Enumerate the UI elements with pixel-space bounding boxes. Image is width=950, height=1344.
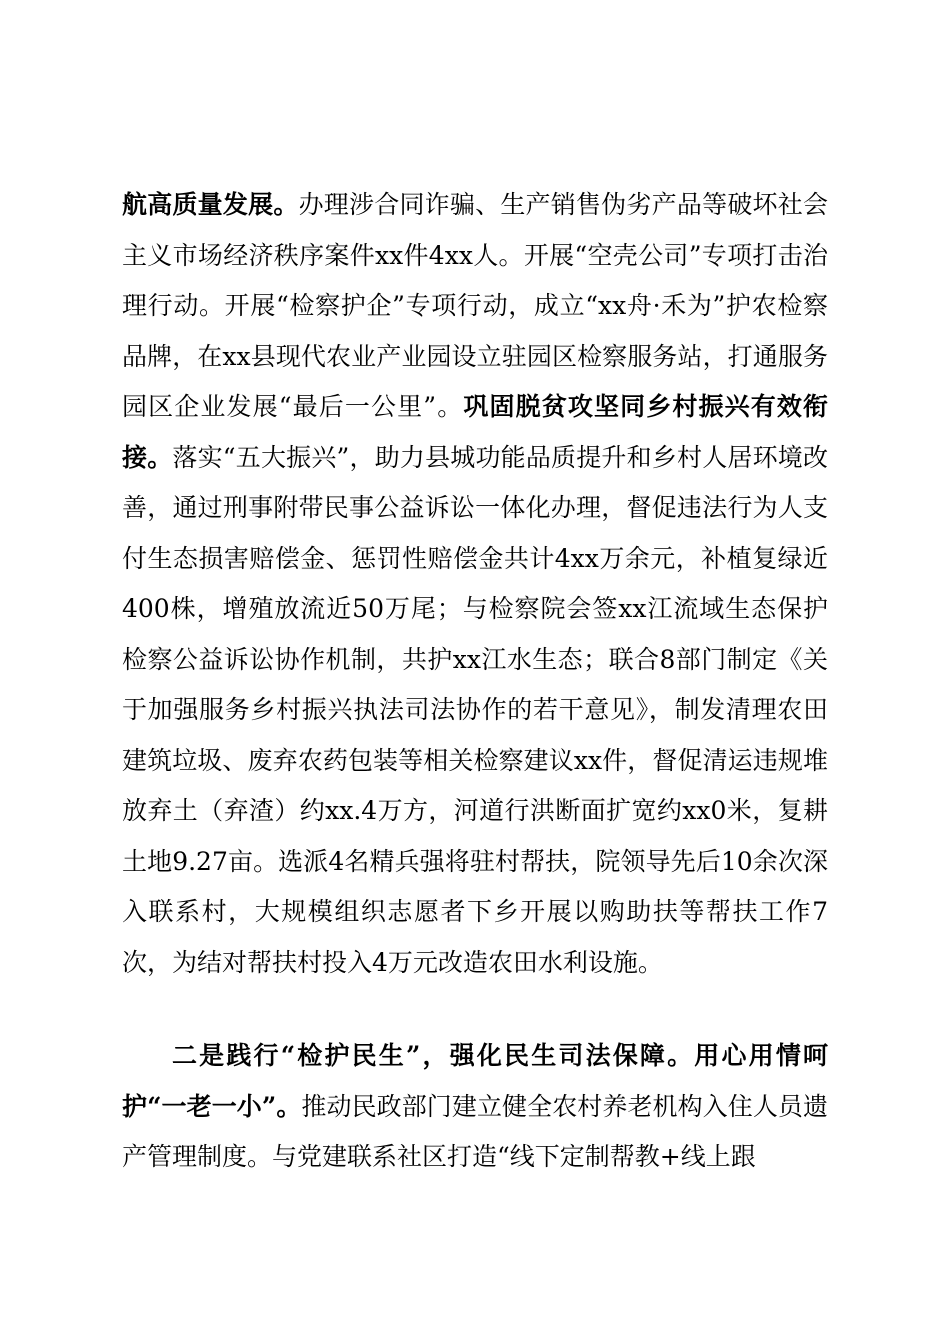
paragraph-text: 落实“五大振兴”，助力县城功能品质提升和乡村人居环境改善，通过刑事附带民事公益诉讼一体化办理，督促违法行为人支付生态损害赔偿金、惩罚性赔偿金共计4xx万余元，补植复绿近400株，增殖放流近50万尾；与检察院会签xx江流域生态保护检察公益诉讼协作机制，共护xx江水生态；联合8部门制定《关于加强服务乡村振兴执法司法协作的若干意见》，制发清理农田建筑垃圾、废弃农药包装等相关检察建议xx件，督促清运违规堆放弃土（弃渣）约xx.4万方，河道行洪断面扩宽约xx0米，复耕土地9.27亩。选派4名精兵强将驻村帮扶，院领导先后10余次深入联系村，大规模组织志愿者下乡开展以购助扶等帮扶工作7次，为结对帮扶村投入4万元改造农田水利设施。 bbox=[122, 442, 828, 977]
body-paragraph-2 bbox=[122, 1031, 828, 1183]
bold-heading-poverty-rural-revitalization: 巩固脱贫攻坚同乡村振兴有效衔接。 bbox=[122, 392, 828, 472]
paragraph-text: 办理涉合同诈骗、生产销售伪劣产品等破坏社会主义市场经济秩序案件xx件4xx人。开展“空壳公司”专项打击治理行动。开展“检察护企”专项行动，成立“xx舟·禾为”护农检察品牌，在xx县现代农业产业园设立驻园区检察服务站，打通服务园区企业发展“最后一公里”。 bbox=[122, 190, 828, 421]
bold-heading-high-quality-development: 航高质量发展。 bbox=[122, 190, 299, 219]
paragraph-text: 推动民政部门建立健全农村养老机构入住人员遗产管理制度。与党建联系社区打造“线下定制帮教+线上跟 bbox=[122, 1091, 828, 1171]
body-paragraph-1 bbox=[122, 180, 828, 988]
bold-heading-livelihood-protection: 二是践行“检护民生”，强化民生司法保障。用心用情呵护“一老一小”。 bbox=[122, 1041, 828, 1121]
